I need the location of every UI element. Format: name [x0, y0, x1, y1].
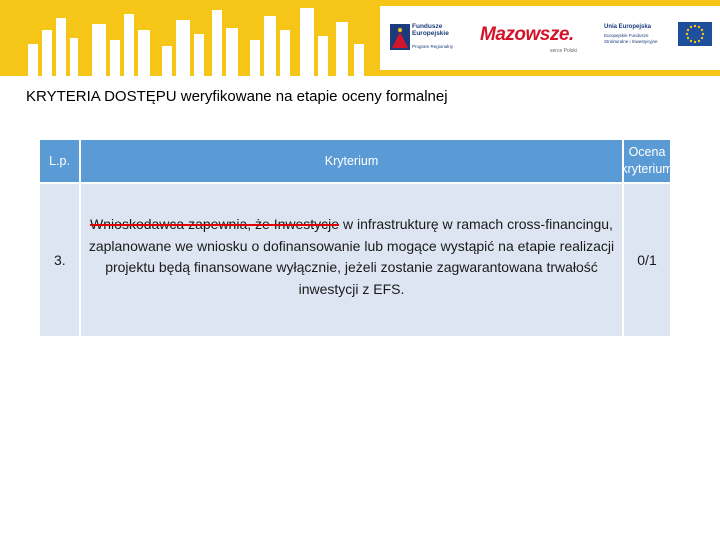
row-ocena: 0/1 [624, 184, 670, 336]
fundusze-line1: Fundusze [412, 23, 443, 30]
eu-flag-icon [678, 22, 712, 46]
top-banner [0, 0, 720, 76]
header-kryterium: Kryterium [81, 140, 622, 182]
mazowsze-logo [476, 24, 588, 54]
eu-sub2: Strukturalne i Inwestycyjne [604, 38, 658, 44]
header-ocena [621, 140, 673, 182]
fundusze-europejskie-logo [390, 20, 460, 60]
mazowsze-name: Mazowsze. [480, 24, 574, 45]
decorative-pattern-icon [0, 0, 380, 76]
struck-text: Wnioskodawca zapewnia, że [90, 216, 274, 232]
row-kryterium [81, 184, 622, 336]
logos-panel [380, 6, 720, 70]
row-lp: 3. [40, 184, 79, 336]
criteria-table [40, 140, 673, 336]
struck-word: Inwestycje [273, 216, 340, 232]
mazowsze-sub: serce Polski [550, 48, 577, 54]
fundusze-europejskie-logo-icon [390, 24, 410, 50]
header-ocena-line1: Ocena [628, 145, 666, 159]
criterion-text: w infrastrukturę w ramach cross-financingu, zaplanowane we wniosku o dofinansowanie lub mogące wystąpić na etapie realizacji projektu będą finansowane wyłącznie, jeżeli zostanie zagwarantowana trwałość inwestycji z EFS. [88, 216, 615, 297]
page-title: KRYTERIA DOSTĘPU weryfikowane na etapie oceny formalnej [26, 88, 448, 105]
header-ocena-line2: kryterium [621, 162, 673, 176]
fundusze-line2: Europejskie [412, 30, 449, 37]
fundusze-sub: Program Regionalny [412, 44, 454, 49]
eu-logo [604, 22, 714, 56]
eu-title: Unia Europejska [604, 24, 652, 30]
eu-sub1: Europejskie Fundusze [604, 33, 649, 38]
header-lp: L.p. [40, 140, 79, 182]
